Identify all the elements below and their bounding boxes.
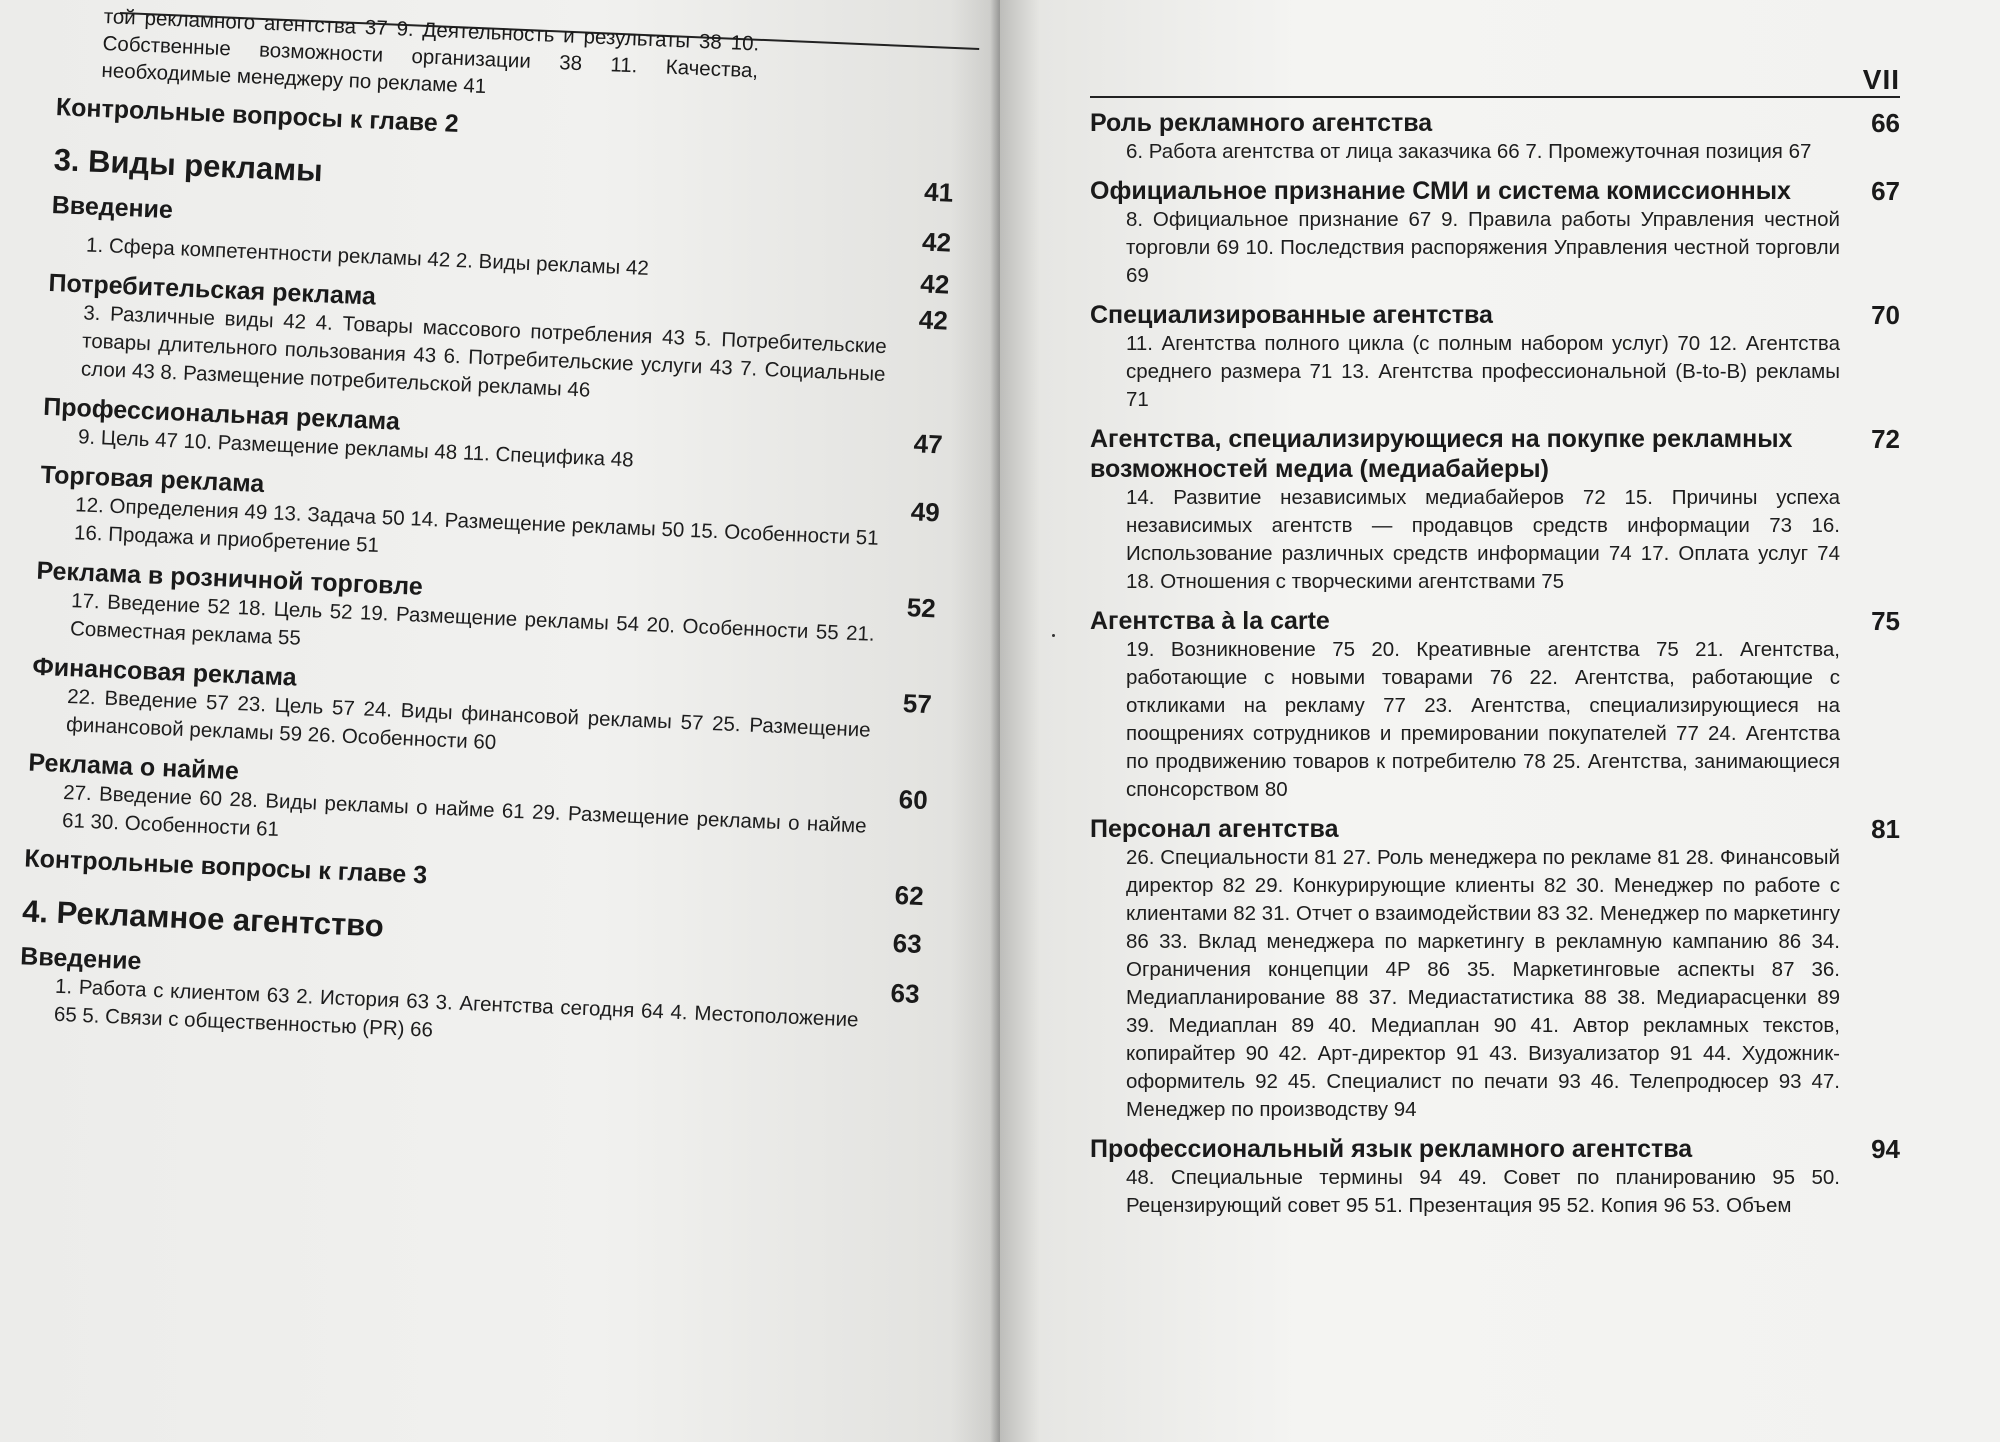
toc-entry-title-text: Специализированные агентства	[1090, 301, 1493, 329]
left-toc	[17, 1, 959, 1065]
toc-entry-title-text: Официальное признание СМИ и система комиссионных	[1090, 177, 1791, 205]
toc-entry-page: 75	[1871, 606, 1900, 636]
toc-entry-title-text: 3. Виды рекламы	[53, 142, 324, 189]
toc-entry-title-text: Контрольные вопросы к главе 3	[23, 844, 428, 890]
toc-entry-desc: 3. Различные виды 42 4. Товары массового потребления 43 5. Потребительские товары длительного пользования 43 6. Потребительские услуги 43 7. Социальные слои 43 8. Размещение потребительской рекламы 46	[80, 301, 888, 402]
toc-entry-desc: 17. Введение 52 18. Цель 52 19. Размещение рекламы 54 20. Особенности 55 21. Совместная реклама 55	[69, 589, 876, 650]
toc-entry-desc: 1. Сфера компетентности рекламы 42 2. Виды рекламы 42	[85, 233, 650, 281]
toc-entry-desc: 19. Возникновение 75 20. Креативные агентства 75 21. Агентства, работающие с новыми товарами 76 22. Агентства, работающие с откликами на рекламу 77 23. Агентства, специализирующиеся на поощрениях сотрудников и премировании покупателей 77 24. Агентства по продвижению товаров к потребителю 78 25. Агентства, занимающиеся спонсорством 80	[1126, 638, 1840, 801]
toc-entry-title-text: Реклама в розничной торговле	[35, 556, 424, 601]
toc-entry-title-text: 4. Рекламное агентство	[21, 893, 385, 944]
toc-entry-title	[1090, 300, 1900, 330]
toc-entry-title	[1090, 108, 1900, 138]
toc-entry-title-text: Финансовая реклама	[31, 652, 298, 692]
toc-entry	[1090, 814, 1900, 1124]
toc-entry	[1090, 1134, 1900, 1220]
toc-entry	[1090, 108, 1900, 166]
page-header	[1090, 60, 1900, 96]
toc-entry-desc: 11. Агентства полного цикла (с полным набором услуг) 70 12. Агентства среднего размера 71 13. Агентства профессиональной (B-to-B) рекламы 71	[1126, 332, 1840, 411]
toc-entry-page: 60	[898, 783, 929, 816]
toc-entry-page: 66	[1871, 108, 1900, 138]
toc-entry-desc: 48. Специальные термины 94 49. Совет по планированию 95 50. Рецензирующий совет 95 51. Презентация 95 52. Копия 96 53. Объем	[1126, 1166, 1840, 1217]
toc-entry-title	[1090, 176, 1900, 206]
toc-entry-title	[1090, 1134, 1900, 1164]
toc-entry-page: 49	[910, 496, 941, 528]
toc-entry-title-text: Профессиональная реклама	[42, 392, 401, 436]
toc-entry	[1090, 176, 1900, 290]
toc-entry-title-text: Контрольные вопросы к главе 2	[55, 93, 460, 138]
toc-entry-page: 41	[923, 176, 954, 208]
toc-entry-title-text: Профессиональный язык рекламного агентства	[1090, 1135, 1693, 1163]
toc-entry	[1090, 300, 1900, 414]
toc-entry-page: 62	[894, 879, 925, 912]
toc-entry-title	[1090, 814, 1900, 844]
toc-entry-title-text: Введение	[19, 942, 142, 976]
toc-entry-title-text: Агентства à la carte	[1090, 607, 1330, 635]
toc-entry-desc: 14. Развитие независимых медиабайеров 72 15. Причины успеха независимых агентств — продавцов средств информации 73 16. Использование различных средств информации 74 17. Оплата услуг 74 18. Отношения с творческими агентствами 75	[1126, 486, 1840, 593]
toc-entry-page: 70	[1871, 300, 1900, 330]
page-number: VII	[1862, 64, 1900, 95]
toc-entry-page: 72	[1871, 424, 1900, 454]
toc-entry-page: 63	[892, 927, 923, 960]
top-rule	[1090, 96, 1900, 98]
toc-entry-page: 94	[1871, 1134, 1900, 1164]
toc-entry-title-text: Торговая реклама	[39, 460, 265, 499]
toc-entry	[1090, 606, 1900, 804]
toc-entry	[1090, 424, 1900, 596]
speck	[1052, 634, 1055, 637]
toc-entry-desc: 26. Специальности 81 27. Роль менеджера по рекламе 81 28. Финансовый директор 82 29. Конкурирующие клиенты 82 30. Менеджер по работе с клиентами 82 31. Отчет о взаимодействии 83 32. Менеджер по маркетингу 86 33. Вклад менеджера по маркетингу в рекламную кампанию 86 34. Ограничения концепции 4P 86 35. Маркетинговые аспекты 87 36. Медиапланирование 88 37. Медиастатистика 88 38. Медиарасценки 89 39. Медиаплан 89 40. Медиаплан 90 41. Автор рекламных текстов, копирайтер 90 42. Арт-директор 91 43. Визуализатор 91 44. Художник-оформитель 92 45. Специалист по печати 93 46. Телепродюсер 93 47. Менеджер по производству 94	[1126, 846, 1840, 1121]
toc-entry-desc: 6. Работа агентства от лица заказчика 66 7. Промежуточная позиция 67	[1126, 140, 1812, 163]
toc-entry-title-text: Введение	[51, 190, 174, 225]
toc-entry-page: 57	[902, 688, 933, 720]
lead-text: той рекламного агентства 37 9. Деятельность и результаты 38 10. Собственные возможности организации 38 11. Качества, необходимые менеджеру по рекламе 41	[101, 4, 760, 99]
toc-entry-page: 81	[1871, 814, 1900, 844]
toc-entry-title-text: Потребительская реклама	[47, 268, 377, 311]
toc-entry-title-text: Реклама о найме	[27, 748, 240, 786]
toc-entry-page: 42	[921, 226, 952, 258]
toc-entry-desc: 22. Введение 57 23. Цель 57 24. Виды финансовой рекламы 57 25. Размещение финансовой рекламы 59 26. Особенности 60	[65, 685, 872, 755]
toc-entry-page: 42	[919, 268, 950, 300]
right-toc	[1090, 60, 1900, 1220]
toc-entry-title-text: Роль рекламного агентства	[1090, 109, 1433, 137]
toc-entry-page: 42	[918, 304, 949, 336]
toc-entry-page: 63	[890, 977, 921, 1009]
toc-entry-page: 52	[906, 592, 937, 624]
toc-entry-desc: 1. Работа с клиентом 63 2. История 63 3. Агентства сегодня 64 4. Местоположение 65 5. Связи с общественностью (PR) 66	[53, 974, 859, 1042]
toc-entry-desc: 12. Определения 49 13. Задача 50 14. Размещение рекламы 50 15. Особенности 51 16. Продажа и приобретение 51	[73, 493, 880, 557]
toc-entry-page: 67	[1871, 176, 1900, 206]
toc-entry-desc: 27. Введение 60 28. Виды рекламы о найме 61 29. Размещение рекламы о найме 61 30. Особенности 61	[61, 780, 868, 842]
toc-entry-desc: 8. Официальное признание 67 9. Правила работы Управления честной торговли 69 10. Последствия распоряжения Управления честной торговли 69	[1126, 208, 1840, 287]
toc-entry-page: 47	[913, 428, 944, 460]
toc-entry-title-text: Агентства, специализирующиеся на покупке рекламных возможностей медиа (медиабайеры)	[1090, 425, 1793, 483]
toc-entry-title	[1090, 606, 1900, 636]
toc-entry-desc: 9. Цель 47 10. Размещение рекламы 48 11. Специфика 48	[77, 425, 635, 472]
toc-entry-title	[1090, 424, 1900, 484]
toc-entry-title-text: Персонал агентства	[1090, 815, 1339, 843]
right-page	[1000, 0, 2000, 1442]
